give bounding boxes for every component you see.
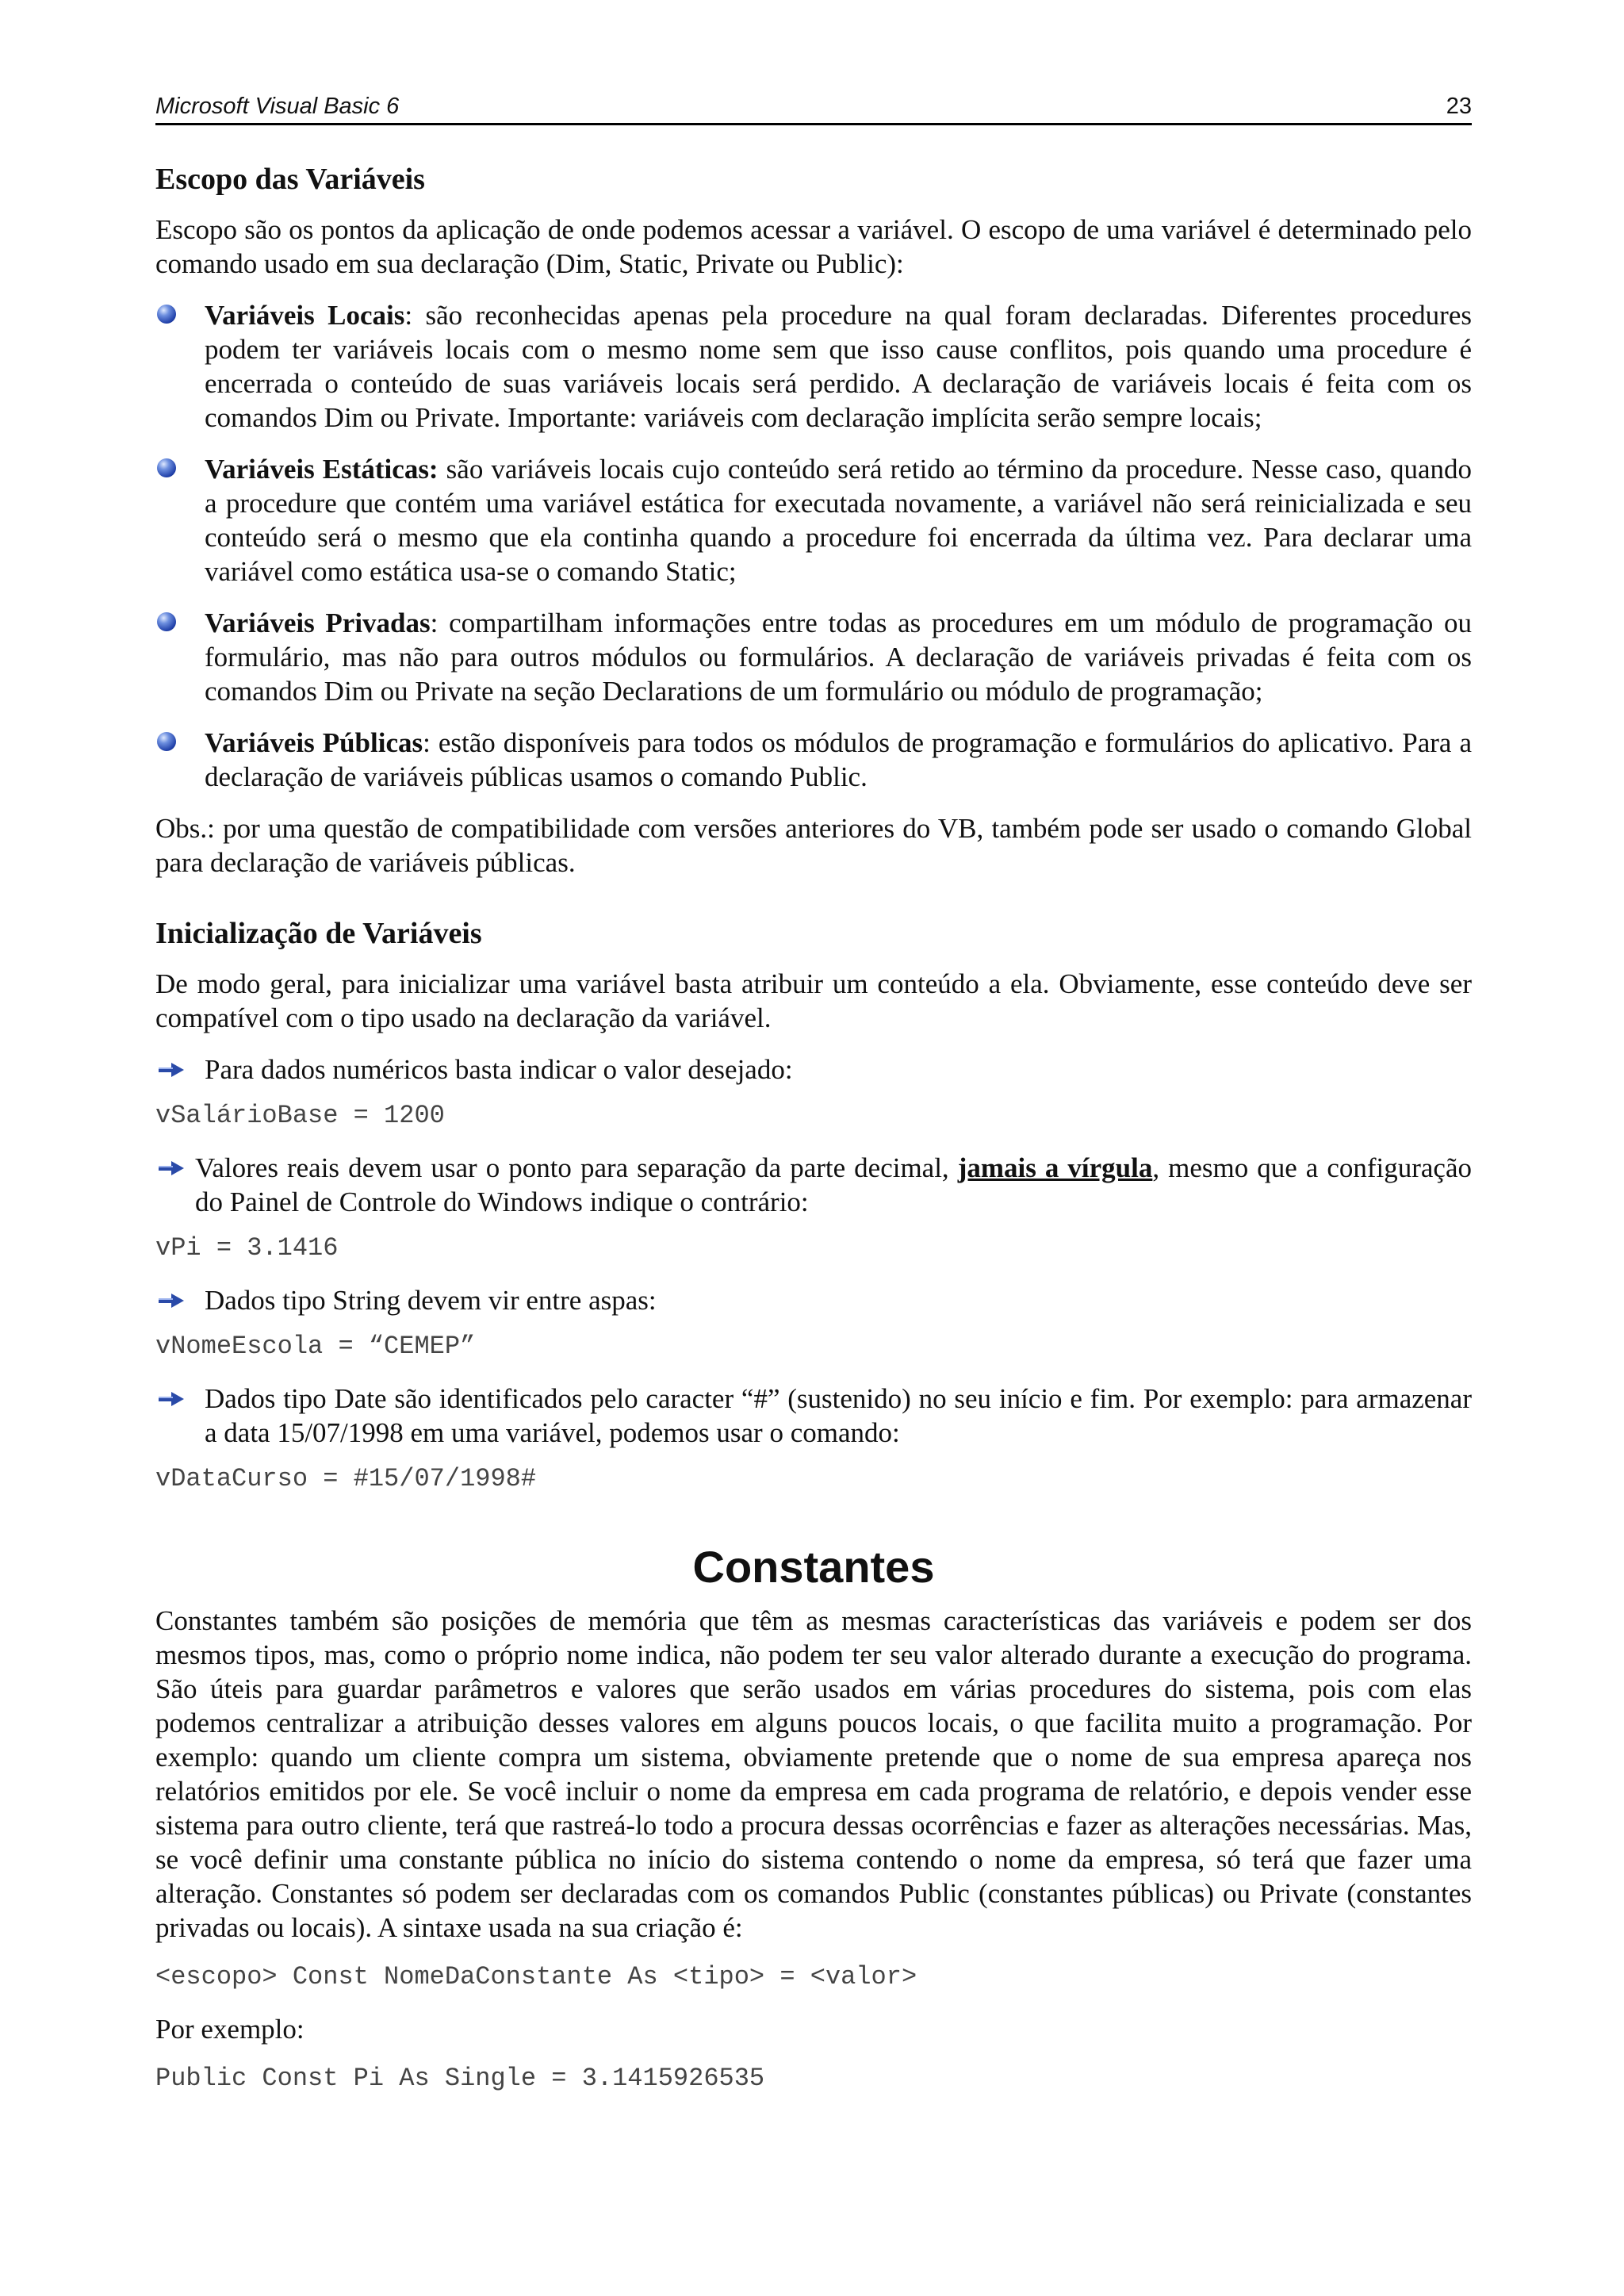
list-item [155,1283,1472,1317]
list-item [155,452,1472,588]
date-instruction: Dados tipo Date são identificados pelo caracter “#” (sustenido) no seu início e fim. Por exemplo: para armazenar a data 15/07/1998 em uma variável, podemos usar o comando: [205,1383,1472,1448]
code-sample-numeric: vSalárioBase = 1200 [155,1101,445,1130]
blue-sphere-bullet-icon [157,458,176,477]
list-item: Variáveis Públicas: estão disponíveis para todos os módulos de programação e formulários do aplicativo. Para a declaração de variáveis públicas usamos o comando Public. [155,726,1472,794]
header-title: Microsoft Visual Basic 6 [155,94,400,119]
list-item [155,1052,1472,1087]
term-description: são reconhecidas apenas pela procedure na qual foram declaradas. Diferentes procedures podem ter variáveis locais com o mesmo nome sem que isso cause conflitos, pois quando uma procedure é encerrada o conteúdo de suas variáveis locais será perdido. A declaração de variáveis locais é feita com os comandos Dim ou Private. Importante: variáveis com declaração implícita serão sempre locais; [205,300,1472,433]
term-label: Variáveis Estáticas: [205,454,439,485]
scope-list [155,298,1472,794]
example-label: Por exemplo: [155,2014,304,2045]
list-item: Variáveis Privadas: compartilham informações entre todas as procedures em um módulo de programação ou formulário, mas não para outros módulos ou formulários. A declaração de variáveis privadas é feita com os comandos Dim ou Private na seção Declarations de um formulário ou módulo de programação; [155,606,1472,708]
list-item [155,1382,1472,1450]
term-label: Variáveis Privadas [205,608,431,638]
code-sample-string: vNomeEscola = “CEMEP” [155,1332,476,1361]
chapter-title-constants: Constantes [692,1542,935,1592]
running-header [155,94,1472,125]
arrow-right-bullet-icon [157,1061,186,1079]
section-heading-scope: Escopo das Variáveis [155,163,425,196]
section-heading-initialization: Inicialização de Variáveis [155,917,482,950]
scope-note: Obs.: por uma questão de compatibilidade com versões anteriores do VB, também pode ser usado o comando Global para declaração de variáveis públicas. [155,813,1472,878]
constants-body: Constantes também são posições de memória que têm as mesmas características das variáveis e podem ser dos mesmos tipos, mas, como o próprio nome indica, não podem ter seu valor alterado durante a execução do programa. São úteis para guardar parâmetros e valores que serão usados em várias procedures do sistema, pois com elas podemos centralizar a atribuição desses valores em alguns poucos locais, o que facilita muito a programação. Por exemplo: quando um cliente compra um sistema, obviamente pretende que o nome de sua empresa apareça nos relatórios emitidos por ele. Se você incluir o nome da empresa em cada programa de relatório, e depois vender esse sistema para outro cliente, terá que rastreá-lo todo a procura dessas ocorrências e fazer as alterações necessárias. Mas, se você definir uma constante pública no início do sistema contendo o nome da empresa, só terá que fazer uma alteração. Constantes só podem ser declaradas com os comandos Public (constantes públicas) ou Private (constantes privadas ou locais). A sintaxe usada na sua criação é: [155,1605,1472,1943]
code-sample-constant: Public Const Pi As Single = 3.1415926535 [155,2064,765,2093]
term-description: compartilham informações entre todas as procedures em um módulo de programação ou formulário, mas não para outros módulos ou formulários. A declaração de variáveis privadas é feita com os comandos Dim ou Private na seção Declarations de um formulário ou módulo de programação; [205,608,1472,707]
code-sample-date: vDataCurso = #15/07/1998# [155,1464,537,1493]
term-label: Variáveis Públicas [205,727,423,758]
blue-sphere-bullet-icon [157,305,176,324]
term-description: são variáveis locais cujo conteúdo será retido ao término da procedure. Nesse caso, quando a procedure que contém uma variável estática for executada novamente, a variável não será reinicializada e seu conteúdo será o mesmo que ela continha quando a procedure foi encerrada da última vez. Para declarar uma variável como estática usa-se o comando Static; [205,454,1472,587]
blue-sphere-bullet-icon [157,612,176,631]
emphasis-text: jamais a vírgula [957,1152,1153,1183]
list-item [155,1151,1472,1219]
numeric-instruction: Para dados numéricos basta indicar o valor desejado: [205,1054,793,1085]
scope-intro: Escopo são os pontos da aplicação de onde podemos acessar a variável. O escopo de uma variável é determinado pelo comando usado em sua declaração (Dim, Static, Private ou Public): [155,214,1472,279]
init-intro: De modo geral, para inicializar uma variável basta atribuir um conteúdo a ela. Obviamente, esse conteúdo deve ser compatível com o tipo usado na declaração da variável. [155,968,1472,1033]
code-sample-real: vPi = 3.1416 [155,1233,339,1263]
document-page [155,94,1472,2114]
blue-sphere-bullet-icon [157,732,176,751]
term-label: Variáveis Locais [205,300,405,331]
term-description: estão disponíveis para todos os módulos de programação e formulários do aplicativo. Para a declaração de variáveis públicas usamos o comando Public. [205,727,1472,792]
string-instruction: Dados tipo String devem vir entre aspas: [205,1285,657,1316]
arrow-right-bullet-icon [157,1390,186,1408]
list-item: Variáveis Locais: são reconhecidas apenas pela procedure na qual foram declaradas. Diferentes procedures podem ter variáveis locais com o mesmo nome sem que isso cause conflitos, pois quando uma procedure é encerrada o conteúdo de suas variáveis locais será perdido. A declaração de variáveis locais é feita com os comandos Dim ou Private. Importante: variáveis com declaração implícita serão sempre locais; [155,298,1472,435]
page-number: 23 [1446,94,1472,119]
arrow-right-bullet-icon [157,1292,186,1309]
arrow-right-bullet-icon [157,1159,186,1177]
code-sample-syntax: <escopo> Const NomeDaConstante As <tipo> = <valor> [155,1962,917,1991]
real-instruction: Valores reais devem usar o ponto para separação da parte decimal, jamais a vírgula, mesmo que a configuração do Painel de Controle do Windows indique o contrário: [195,1152,1472,1217]
